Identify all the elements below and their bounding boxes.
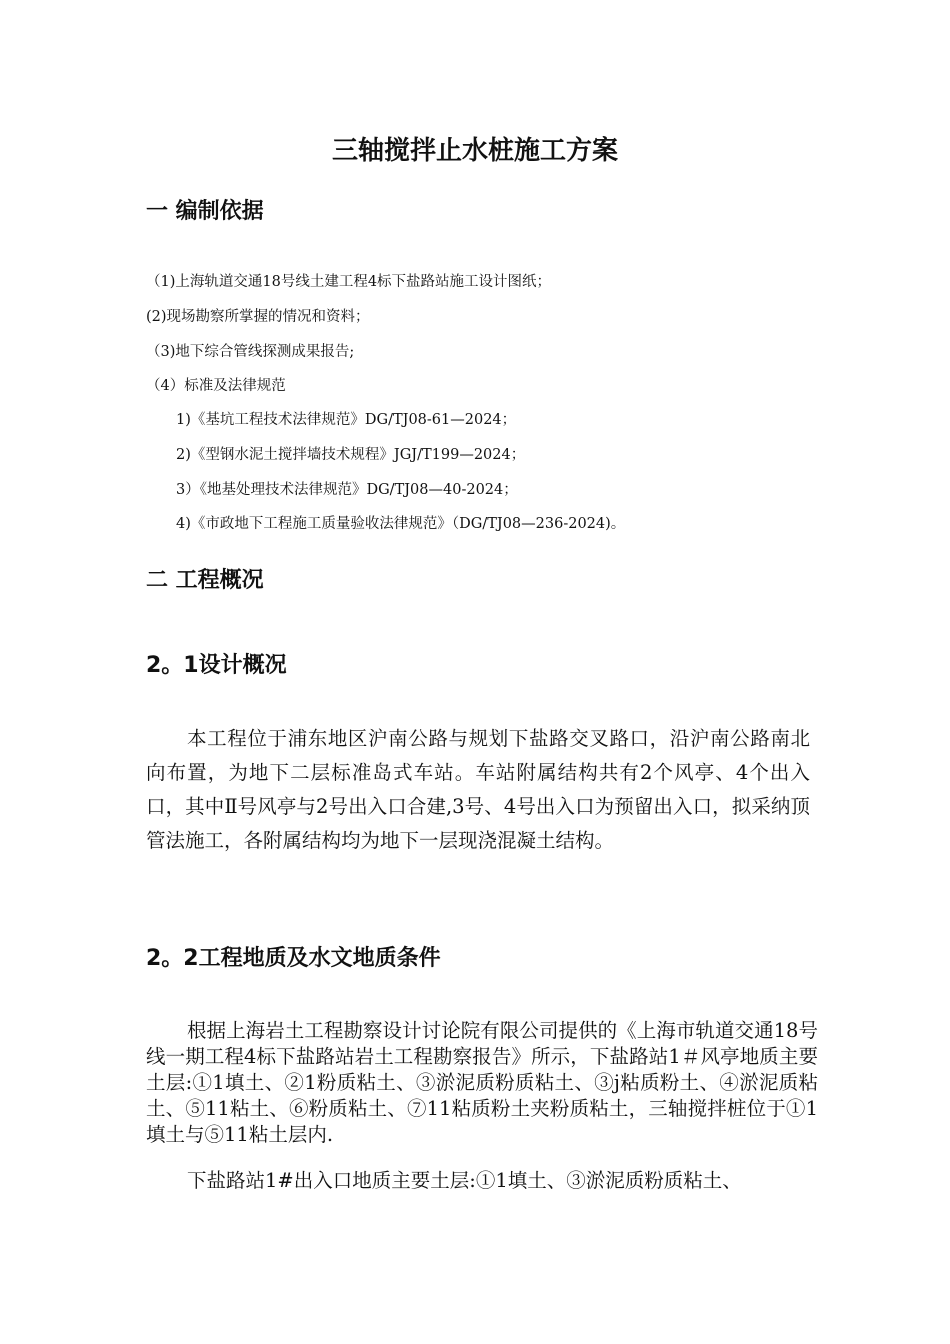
subsection-heading-geology: 2。2工程地质及水文地质条件 [146, 946, 441, 971]
standard-item-1: 1)《基坑工程技术法律规范》DG/TJ08-61—2024； [176, 412, 517, 428]
basis-item-3: （3)地下综合管线探测成果报告; [146, 344, 355, 360]
basis-item-4: （4）标准及法律规范 [146, 378, 286, 394]
standard-item-4: 4)《市政地下工程施工质量验收法律规范》（DG/TJ08—236-2024)。 [176, 516, 626, 532]
document-title: 三轴搅拌止水桩施工方案 [331, 136, 618, 166]
design-overview-paragraph: 本工程位于浦东地区沪南公路与规划下盐路交叉路口，沿沪南公路南北向布置，为地下二层标准岛式车站。车站附属结构共有2个风亭、4个出入口，其中Ⅱ号风亭与2号出入口合建,3号、4号出入口为预留出入口，拟采纳顶管法施工，各附属结构均为地下一层现浇混凝土结构。 [146, 727, 810, 852]
basis-item-1: （1)上海轨道交通18号线土建工程4标下盐路站施工设计图纸； [146, 274, 552, 290]
section-heading-basis: 一 编制依据 [146, 199, 264, 224]
basis-item-2: (2)现场勘察所掌握的情况和资料； [146, 309, 370, 325]
standard-item-3: 3）《地基处理技术法律规范》DG/TJ08—40-2024； [176, 482, 518, 498]
standard-item-2: 2)《型钢水泥土搅拌墙技术规程》JGJ/T199—2024； [176, 447, 526, 463]
geology-paragraph-2: 下盐路站1#出入口地质主要土层:①1填土、③淤泥质粉质粘土、 [187, 1169, 742, 1192]
section-heading-overview: 二 工程概况 [146, 568, 264, 593]
subsection-heading-design: 2。1设计概况 [146, 653, 287, 678]
geology-paragraph: 根据上海岩土工程勘察设计讨论院有限公司提供的《上海市轨道交通18号线一期工程4标下盐路站岩土工程勘察报告》所示，下盐路站1＃风亭地质主要土层:①1填土、②1粉质粘土、③淤泥质粉质粘土、③j粘质粉土、④淤泥质粘土、⑤11粘土、⑥粉质粘土、⑦11粘质粉土夹粉质粘土，三轴搅拌桩位于①1填土与⑤11粘土层内. [146, 1019, 818, 1146]
